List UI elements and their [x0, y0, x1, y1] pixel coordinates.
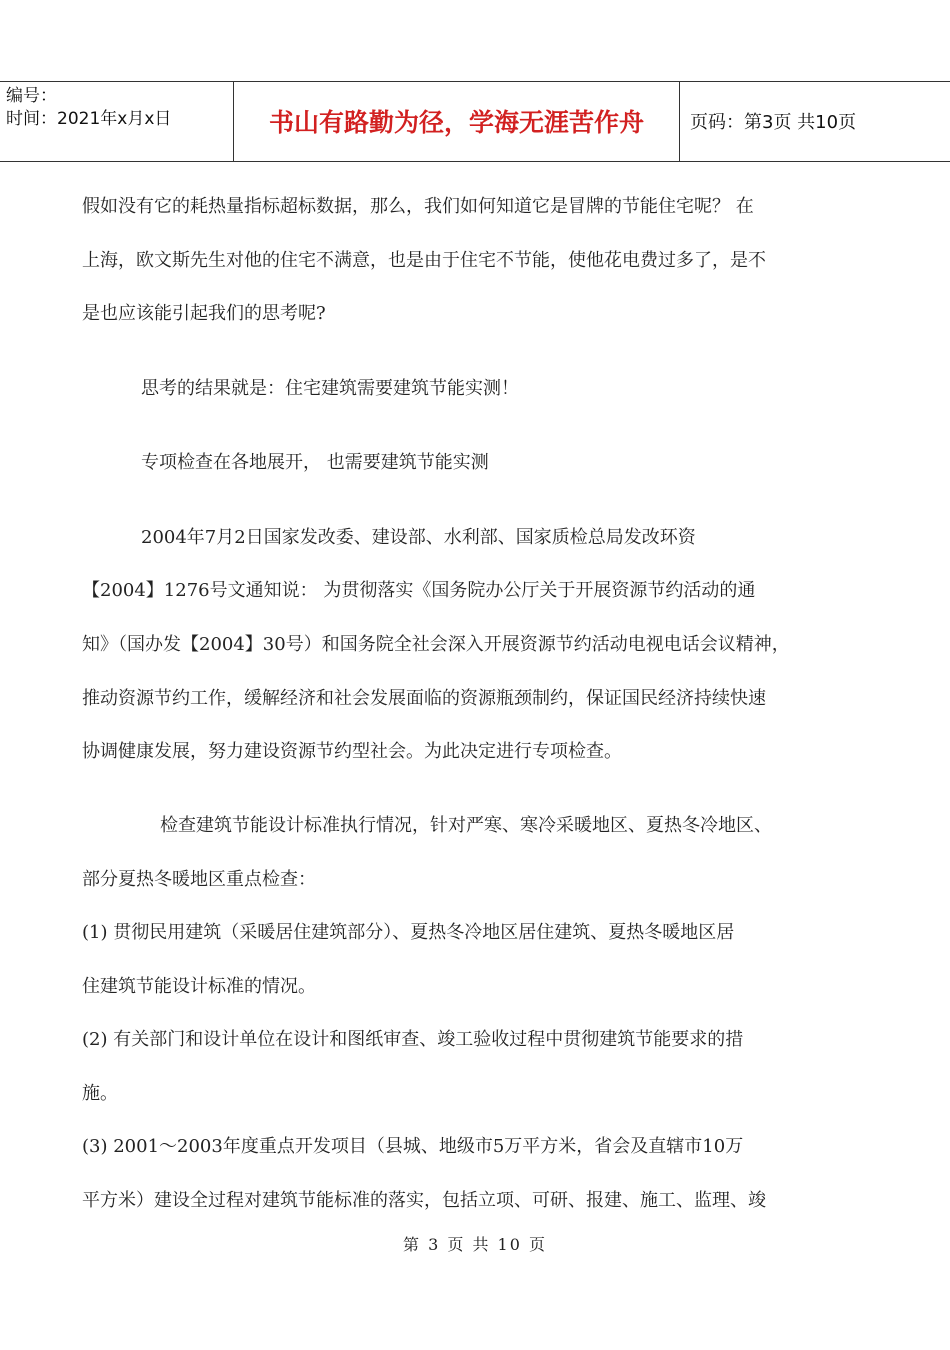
body-line: 协调健康发展，努力建设资源节约型社会。为此决定进行专项检查。: [82, 741, 622, 762]
body-line: 思考的结果就是：住宅建筑需要建筑节能实测！: [141, 378, 519, 399]
body-line: (3) 2001～2003年度重点开发项目（县城、地级市5万平方米，省会及直辖市10万: [82, 1136, 744, 1157]
body-line: 检查建筑节能设计标准执行情况，针对严寒、寒冷采暖地区、夏热冬冷地区、: [160, 815, 772, 836]
header-meta-cell: [0, 82, 234, 161]
header-page-number: 页码：第3页 共10页: [690, 112, 857, 133]
header-motto-cell: [234, 82, 680, 161]
document-number-label: 编号：: [6, 86, 57, 106]
body-line: 部分夏热冬暖地区重点检查：: [82, 869, 316, 890]
body-line: 假如没有它的耗热量指标超标数据，那么，我们如何知道它是冒牌的节能住宅呢？ 在: [82, 196, 754, 217]
document-time-label: 时间：2021年x月x日: [6, 109, 172, 129]
body-line: 住建筑节能设计标准的情况。: [82, 976, 316, 997]
body-line: (2) 有关部门和设计单位在设计和图纸审查、竣工验收过程中贯彻建筑节能要求的措: [82, 1029, 744, 1050]
body-line: 上海，欧文斯先生对他的住宅不满意，也是由于住宅不节能，使他花电费过多了，是不: [82, 250, 766, 271]
page-footer: 第 3 页 共 10 页: [403, 1235, 547, 1254]
body-line: (1) 贯彻民用建筑（采暖居住建筑部分）、夏热冬冷地区居住建筑、夏热冬暖地区居: [82, 922, 735, 943]
body-line: 平方米）建设全过程对建筑节能标准的落实，包括立项、可研、报建、施工、监理、竣: [82, 1190, 766, 1211]
body-line: 施。: [82, 1083, 118, 1104]
body-line: 【2004】1276号文通知说： 为贯彻落实《国务院办公厅关于开展资源节约活动的通: [82, 580, 756, 601]
body-line: 推动资源节约工作，缓解经济和社会发展面临的资源瓶颈制约，保证国民经济持续快速: [82, 688, 766, 709]
document-header: [0, 81, 950, 162]
motto-text: 书山有路勤为径，学海无涯苦作舟: [268, 108, 644, 137]
header-page-cell: [680, 82, 950, 161]
body-line: 专项检查在各地展开， 也需要建筑节能实测: [141, 452, 489, 473]
body-line: 是也应该能引起我们的思考呢?: [82, 303, 326, 324]
body-line: 知》（国办发【2004】30号）和国务院全社会深入开展资源节约活动电视电话会议精神，: [82, 634, 790, 655]
body-line: 2004年7月2日国家发改委、建设部、水利部、国家质检总局发改环资: [141, 527, 696, 548]
